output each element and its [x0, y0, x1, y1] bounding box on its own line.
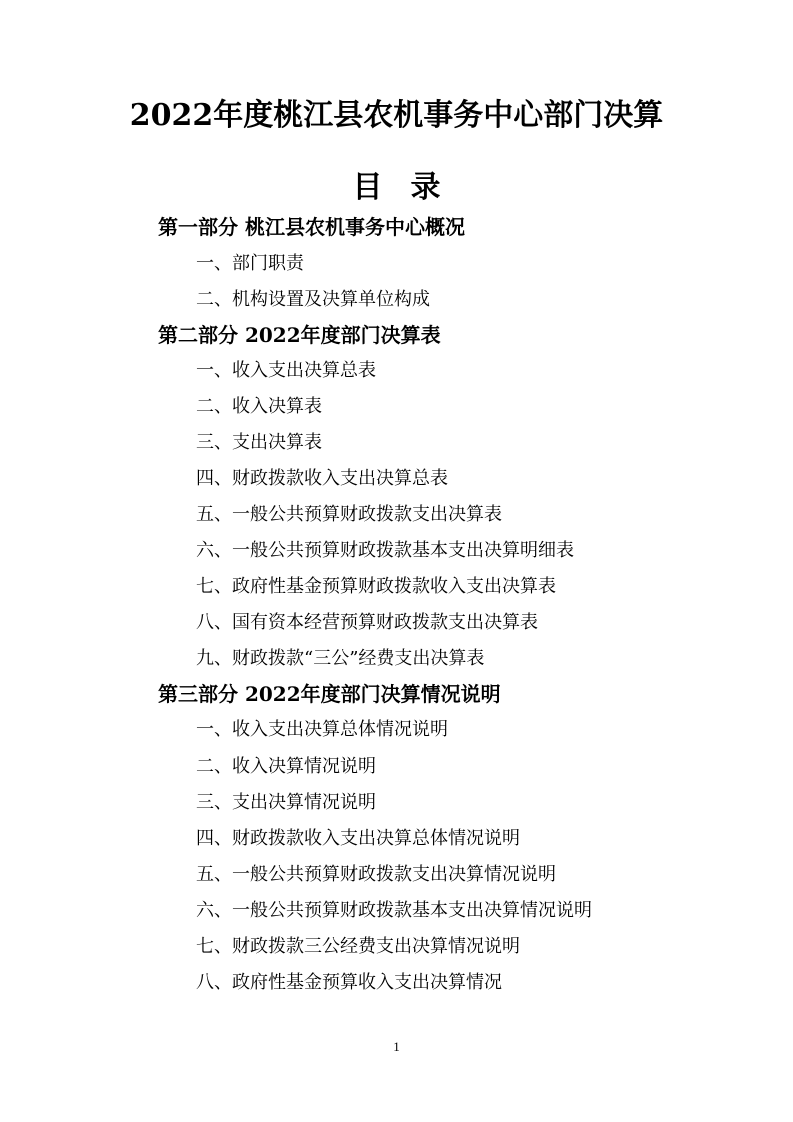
- toc-item-1-1: 一、部门职责: [196, 253, 304, 274]
- toc-item-3-2: 二、收入决算情况说明: [196, 756, 376, 777]
- toc-item-2-8: 八、国有资本经营预算财政拨款支出决算表: [196, 612, 538, 633]
- page-number: 1: [393, 1039, 400, 1054]
- toc-item-3-6: 六、一般公共预算财政拨款基本支出决算情况说明: [196, 900, 592, 921]
- toc-item-3-8: 八、政府性基金预算收入支出决算情况: [196, 972, 502, 993]
- toc-item-2-1: 一、收入支出决算总表: [196, 360, 376, 381]
- toc-item-2-9: 九、财政拨款“三公”经费支出决算表: [196, 648, 485, 669]
- toc-item-2-5: 五、一般公共预算财政拨款支出决算表: [196, 504, 502, 525]
- toc-item-3-4: 四、财政拨款收入支出决算总体情况说明: [196, 828, 520, 849]
- toc-item-3-1: 一、收入支出决算总体情况说明: [196, 719, 448, 740]
- toc-item-2-6: 六、一般公共预算财政拨款基本支出决算明细表: [196, 540, 574, 561]
- toc-item-2-2: 二、收入决算表: [196, 396, 322, 417]
- toc-heading: 目录: [352, 170, 469, 205]
- toc-item-3-7: 七、财政拨款三公经费支出决算情况说明: [196, 936, 520, 957]
- toc-part-3-title: 第三部分 2022年度部门决算情况说明: [158, 682, 501, 706]
- toc-item-2-3: 三、支出决算表: [196, 432, 322, 453]
- toc-item-3-5: 五、一般公共预算财政拨款支出决算情况说明: [196, 864, 556, 885]
- toc-item-3-3: 三、支出决算情况说明: [196, 792, 376, 813]
- toc-part-1-title: 第一部分 桃江县农机事务中心概况: [158, 215, 465, 239]
- document-title: 2022年度桃江县农机事务中心部门决算: [129, 98, 664, 133]
- toc-item-2-7: 七、政府性基金预算财政拨款收入支出决算表: [196, 576, 556, 597]
- toc-part-2-title: 第二部分 2022年度部门决算表: [158, 323, 441, 347]
- toc-item-2-4: 四、财政拨款收入支出决算总表: [196, 468, 448, 489]
- toc-item-1-2: 二、机构设置及决算单位构成: [196, 289, 430, 310]
